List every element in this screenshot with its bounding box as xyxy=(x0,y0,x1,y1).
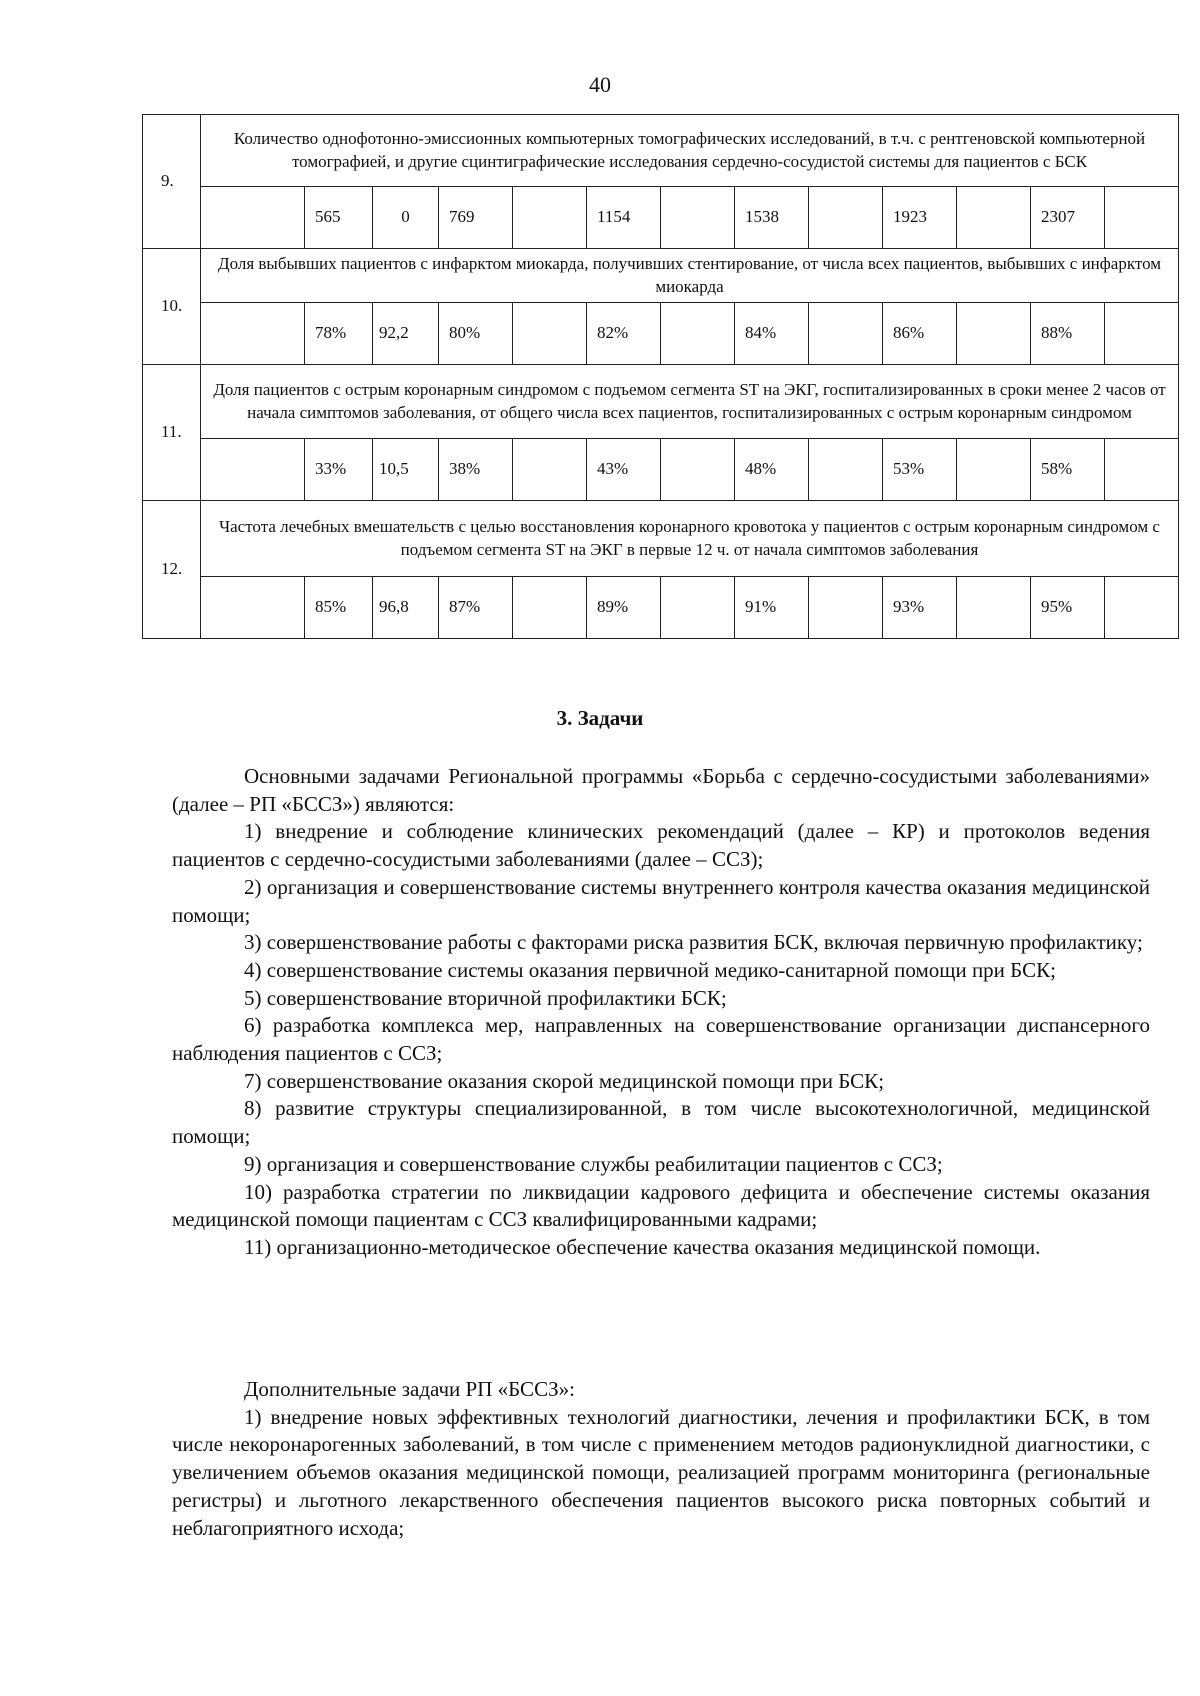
table-cell: 1538 xyxy=(735,187,809,249)
indicator-description: Доля пациентов с острым коронарным синдромом с подъемом сегмента ST на ЭКГ, госпитализированных в сроки менее 2 часов от начала симптомов заболевания, от общего числа всех пациентов, госпитализированных с острым коронарным синдромом xyxy=(201,365,1179,439)
table-cell: 1923 xyxy=(883,187,957,249)
table-cell xyxy=(957,439,1031,501)
task-item: 3) совершенствование работы с факторами риска развития БСК, включая первичную профилактику; xyxy=(244,930,1143,955)
page-number: 40 xyxy=(589,72,611,97)
table-cell xyxy=(201,577,305,639)
table-cell: 0 xyxy=(373,187,439,249)
table-cell xyxy=(957,577,1031,639)
task-item: 2) организация и совершенствование системы внутреннего контроля качества оказания медицинской помощи; xyxy=(172,874,1150,927)
table-cell: 10,5 xyxy=(373,439,439,501)
table-cell: 93% xyxy=(883,577,957,639)
table-cell: 92,2 xyxy=(373,303,439,365)
indicator-description: Доля выбывших пациентов с инфарктом миокарда, получивших стентирование, от числа всех пациентов, выбывших с инфарктом миокарда xyxy=(201,249,1179,303)
row-number: 12. xyxy=(143,501,201,639)
task-item: 8) развитие структуры специализированной, в том числе высокотехнологичной, медицинской помощи; xyxy=(172,1096,1150,1149)
table-cell xyxy=(957,187,1031,249)
table-cell: 96,8 xyxy=(373,577,439,639)
table-cell xyxy=(661,439,735,501)
table-row xyxy=(143,115,1179,187)
table-cell: 58% xyxy=(1031,439,1105,501)
table-cell: 1154 xyxy=(587,187,661,249)
table-cell: 48% xyxy=(735,439,809,501)
table-cell: 53% xyxy=(883,439,957,501)
table-cell: 95% xyxy=(1031,577,1105,639)
table-cell xyxy=(661,303,735,365)
table-row xyxy=(143,365,1179,439)
task-item: 1) внедрение и соблюдение клинических рекомендаций (далее – КР) и протоколов ведения пациентов с сердечно-сосудистыми заболеваниями (далее – ССЗ); xyxy=(172,819,1150,872)
task-item: 7) совершенствование оказания скорой медицинской помощи при БСК; xyxy=(244,1068,885,1093)
extra-heading: Дополнительные задачи РП «БССЗ»: xyxy=(244,1377,575,1401)
table-row xyxy=(143,303,1179,365)
table-cell: 82% xyxy=(587,303,661,365)
extra-tasks-block xyxy=(172,1376,1150,1542)
table-cell: 89% xyxy=(587,577,661,639)
table-cell xyxy=(957,303,1031,365)
table-cell xyxy=(661,187,735,249)
table-row xyxy=(143,577,1179,639)
row-number: 9. xyxy=(143,115,201,249)
table-cell: 87% xyxy=(439,577,513,639)
table-cell xyxy=(809,303,883,365)
table-cell xyxy=(201,439,305,501)
table-cell: 85% xyxy=(305,577,373,639)
intro-paragraph: Основными задачами Региональной программы «Борьба с сердечно-сосудистыми заболеваниями» (далее – РП «БССЗ») являются: xyxy=(172,764,1150,816)
table-cell xyxy=(1105,187,1179,249)
row-number: 10. xyxy=(143,249,201,365)
table-cell xyxy=(809,439,883,501)
table-cell: 80% xyxy=(439,303,513,365)
table-cell: 2307 xyxy=(1031,187,1105,249)
task-item: 9) организация и совершенствование службы реабилитации пациентов с ССЗ; xyxy=(244,1151,943,1176)
table-cell xyxy=(1105,439,1179,501)
task-item: 5) совершенствование вторичной профилактики БСК; xyxy=(244,985,727,1010)
task-item: 6) разработка комплекса мер, направленных на совершенствование организации диспансерного наблюдения пациентов с ССЗ; xyxy=(172,1013,1150,1066)
table-cell xyxy=(661,577,735,639)
extra-task-item: 1) внедрение новых эффективных технологий диагностики, лечения и профилактики БСК, в том числе некоронарогенных заболеваний, в том числе с применением методов радионуклидной диагностики, с увеличением объемов оказания медицинской помощи, реализацией программ мониторинга (региональные регистры) и льготного лекарственного обеспечения пациентов высокого риска повторных событий и неблагоприятного исхода; xyxy=(172,1404,1150,1540)
task-item: 11) организационно-методическое обеспечение качества оказания медицинской помощи. xyxy=(244,1234,1041,1259)
section-title: 3. Задачи xyxy=(556,706,644,730)
table-cell: 88% xyxy=(1031,303,1105,365)
table-cell xyxy=(513,303,587,365)
table-cell xyxy=(809,577,883,639)
task-item: 4) совершенствование системы оказания первичной медико-санитарной помощи при БСК; xyxy=(244,957,1056,982)
table-cell: 33% xyxy=(305,439,373,501)
table-cell xyxy=(513,187,587,249)
table-cell: 78% xyxy=(305,303,373,365)
task-item: 10) разработка стратегии по ликвидации кадрового дефицита и обеспечение системы оказания медицинской помощи пациентам с ССЗ квалифицированными кадрами; xyxy=(172,1179,1150,1232)
table-cell xyxy=(201,187,305,249)
table-cell: 86% xyxy=(883,303,957,365)
table-row xyxy=(143,439,1179,501)
table-cell xyxy=(201,303,305,365)
table-cell: 43% xyxy=(587,439,661,501)
table-cell xyxy=(513,439,587,501)
table-cell xyxy=(513,577,587,639)
indicators-table xyxy=(142,114,1179,639)
row-number: 11. xyxy=(143,365,201,501)
table-row xyxy=(143,249,1179,303)
tasks-block xyxy=(172,763,1150,1262)
table-cell: 84% xyxy=(735,303,809,365)
table-cell xyxy=(809,187,883,249)
table-cell: 565 xyxy=(305,187,373,249)
table-cell xyxy=(1105,303,1179,365)
indicator-description: Частота лечебных вмешательств с целью восстановления коронарного кровотока у пациентов с острым коронарным синдромом с подъемом сегмента ST на ЭКГ в первые 12 ч. от начала симптомов заболевания xyxy=(201,501,1179,577)
indicator-description: Количество однофотонно-эмиссионных компьютерных томографических исследований, в т.ч. с рентгеновской компьютерной томографией, и другие сцинтиграфические исследования сердечно-сосудистой системы для пациентов с БСК xyxy=(201,115,1179,187)
table-cell xyxy=(1105,577,1179,639)
table-cell: 91% xyxy=(735,577,809,639)
table-row xyxy=(143,501,1179,577)
table-cell: 769 xyxy=(439,187,513,249)
table-row xyxy=(143,187,1179,249)
table-cell: 38% xyxy=(439,439,513,501)
